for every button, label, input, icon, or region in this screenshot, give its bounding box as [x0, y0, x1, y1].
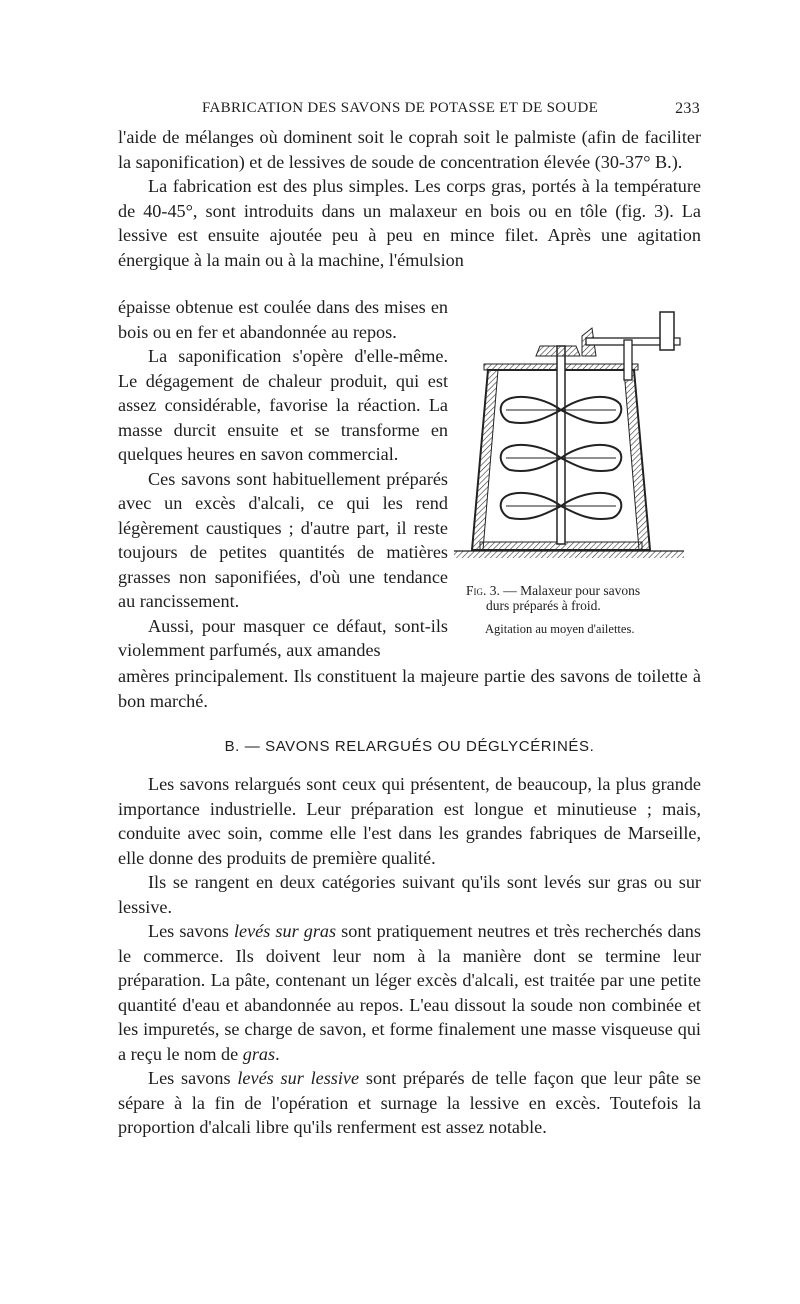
- running-title: FABRICATION DES SAVONS DE POTASSE ET DE SOUDE: [202, 100, 599, 116]
- text-block-beside-figure: [118, 295, 448, 663]
- paragraph: amères principalement. Ils constituent la majeure partie des savons de toilette à bon marché.: [118, 666, 701, 711]
- text-run: Les savons: [148, 921, 234, 941]
- paragraph: Les savons relargués sont ceux qui présentent, de beaucoup, la plus grande importance industrielle. Leur préparation est longue et minutieuse ; mais, conduite avec soin, comme elle l'est dans les grandes fabriques de Marseille, elle donne des produits de première qualité.: [118, 774, 701, 868]
- figure-3: [450, 298, 700, 638]
- text-run: sont pratiquement neutres et très recherchés dans le commerce. Ils doivent leur nom à la manière dont se termine leur préparation. La pâte, contenant un léger excès d'alcali, est traitée par une petite quantité d'eau et abandonnée au repos. L'eau dissout la soude non combinée et les impuretés, se charge de savon, et forme finalement une masse visqueuse qui a reçu le nom de: [118, 921, 701, 1064]
- paragraph: épaisse obtenue est coulée dans des mises en bois ou en fer et abandonnée au repos.: [118, 297, 448, 342]
- mixer-illustration: [450, 298, 700, 578]
- running-header: [118, 100, 700, 122]
- figure-label: Fig. 3.: [466, 583, 500, 598]
- italic-term: gras: [242, 1043, 276, 1064]
- paragraph: La saponification s'opère d'elle-même. Le dégagement de chaleur produit, qui est assez considérable, favorise la réaction. La masse durcit ensuite et se transforme en quelques heures en savon commercial.: [118, 346, 448, 464]
- text-block-section-b: [118, 772, 701, 1140]
- text-block-after-figure: [118, 664, 701, 713]
- paragraph: Ces savons sont habituellement préparés avec un excès d'alcali, ce qui les rend légèrement caustiques ; d'autre part, il reste toujours de petites quantités de matières grasses non saponifiées, d'où une tendance au rancissement.: [118, 468, 448, 611]
- page-number: 233: [675, 100, 700, 117]
- paragraph: Aussi, pour masquer ce défaut, sont-ils violemment parfumés, aux amandes: [118, 615, 448, 660]
- text-run: Les savons: [148, 1068, 238, 1088]
- caption-line-1: — Malaxeur pour savons: [503, 583, 641, 598]
- paragraph: Ils se rangent en deux catégories suivant qu'ils sont levés sur gras ou sur lessive.: [118, 872, 701, 917]
- caption-line-2: durs préparés à froid.: [486, 598, 601, 613]
- italic-term: levés sur lessive: [237, 1068, 360, 1088]
- text-block-top: [118, 125, 701, 272]
- italic-term: levés sur gras: [233, 921, 337, 941]
- figure-caption: [466, 583, 706, 598]
- paragraph: La fabrication est des plus simples. Les corps gras, portés à la température de 40-45°, sont introduits dans un malaxeur en bois ou en tôle (fig. 3). La lessive est ensuite ajoutée peu à peu en mince filet. Après une agitation énergique à la main ou à la machine, l'émulsion: [118, 176, 701, 270]
- caption-subtitle: Agitation au moyen d'ailettes.: [485, 622, 635, 636]
- text-run: sont préparés de telle façon que leur pâte se sépare à la fin de l'opération et surnage la lessive en excès. Toutefois la proportion d'alcali libre qu'ils renferment est assez notable.: [118, 1068, 701, 1137]
- paragraph: l'aide de mélanges où dominent soit le coprah soit le palmiste (afin de faciliter la saponification) et de lessives de soude de concentration élevée (30-37° B.).: [118, 127, 701, 172]
- paragraph: [118, 919, 701, 1066]
- paragraph: [118, 1066, 701, 1140]
- text-run: .: [275, 1043, 280, 1064]
- section-heading: B. — SAVONS RELARGUÉS OU DÉGLYCÉRINÉS.: [224, 738, 595, 755]
